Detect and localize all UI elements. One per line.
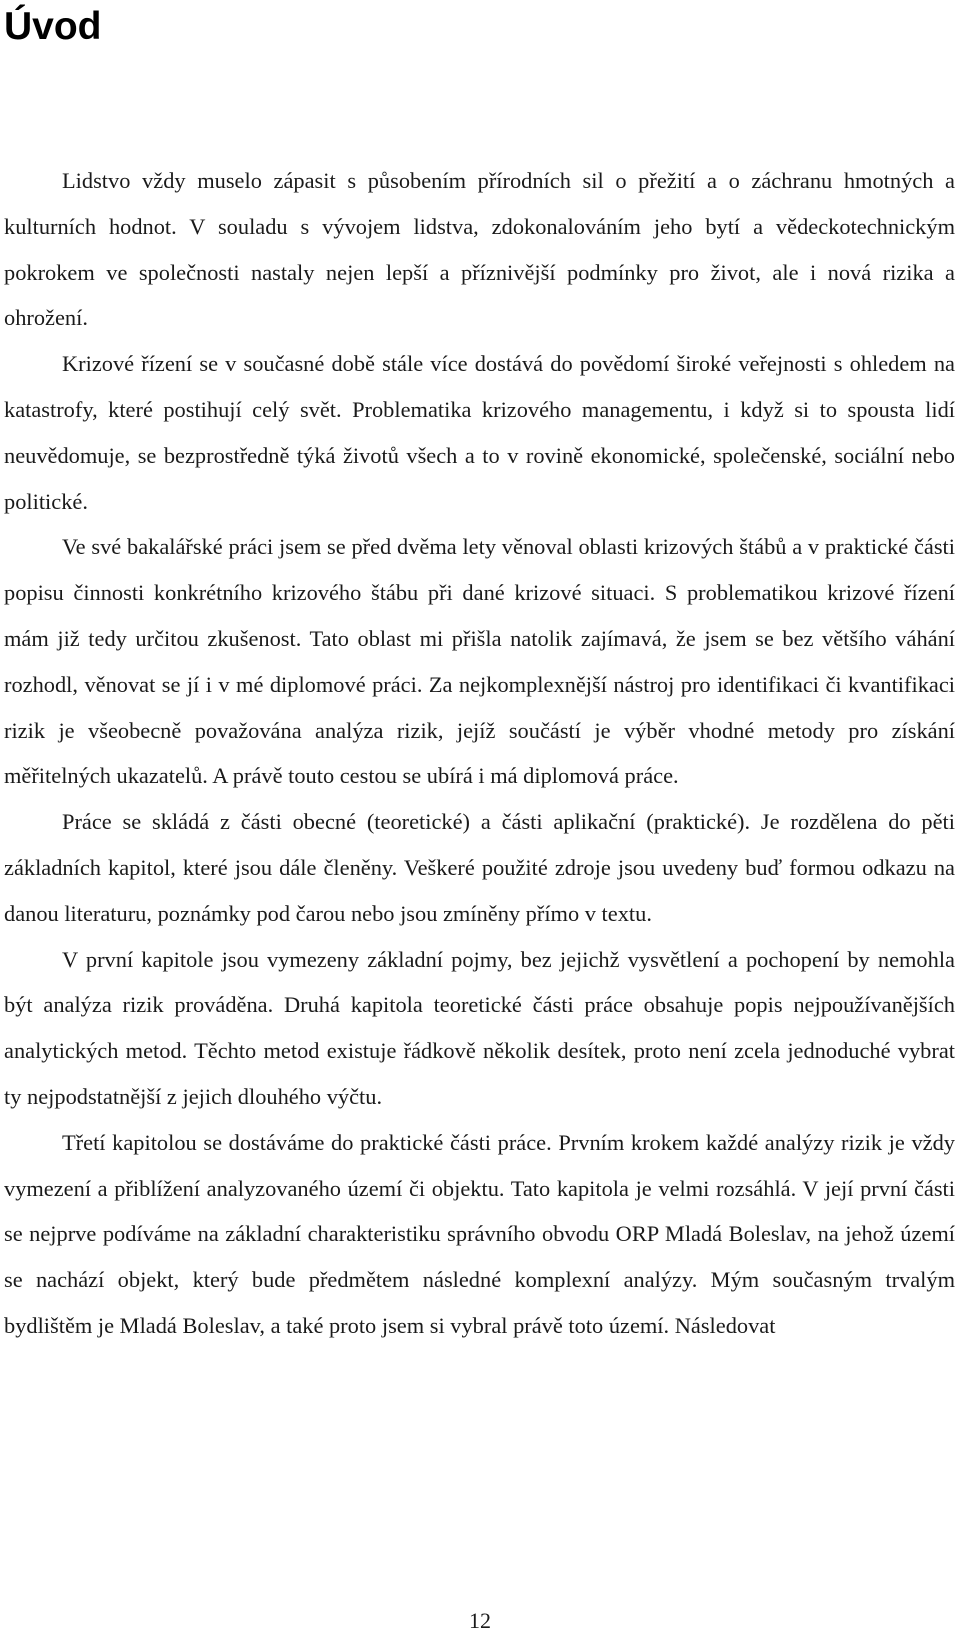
paragraph: Třetí kapitolou se dostáváme do praktické části práce. Prvním krokem každé analýzy rizik je vždy vymezení a přiblížení analyzovaného území či objektu. Tato kapitola je velmi rozsáhlá. V její první části se nejprve podíváme na základní charakteristiku správního obvodu ORP Mladá Boleslav, na jehož území se nachází objekt, který bude předmětem následné komplexní analýzy. Mým současným trvalým bydlištěm je Mladá Boleslav, a také proto jsem si vybral právě toto území. Následovat <box>4 1129 955 1338</box>
paragraph: Krizové řízení se v současné době stále více dostává do povědomí široké veřejnosti s ohledem na katastrofy, které postihují celý svět. Problematika krizového managementu, i když si to spousta lidí neuvědomuje, se bezprostředně týká životů všech a to v rovině ekonomické, společenské, sociální nebo politické. <box>4 351 955 514</box>
paragraph: Práce se skládá z části obecné (teoretické) a části aplikační (praktické). Je rozdělena do pěti základních kapitol, které jsou dále členěny. Veškeré použité zdroje jsou uvedeny buď formou odkazu na danou literaturu, poznámky pod čarou nebo jsou zmíněny přímo v textu. <box>4 809 955 926</box>
body-text <box>4 158 955 1349</box>
paragraph: V první kapitole jsou vymezeny základní pojmy, bez jejichž vysvětlení a pochopení by nemohla být analýza rizik prováděna. Druhá kapitola teoretické části práce obsahuje popis nejpoužívanějších analytických metod. Těchto metod existuje řádkově několik desítek, proto není zcela jednoduché vybrat ty nejpodstatnější z jejich dlouhého výčtu. <box>4 946 955 1109</box>
page-title: Úvod <box>4 5 102 48</box>
page-number: 12 <box>469 1608 491 1633</box>
paragraph: Lidstvo vždy muselo zápasit s působením přírodních sil o přežití a o záchranu hmotných a kulturních hodnot. V souladu s vývojem lidstva, zdokonalováním jeho bytí a vědeckotechnickým pokrokem ve společnosti nastaly nejen lepší a příznivější podmínky pro život, ale i nová rizika a ohrožení. <box>4 168 955 331</box>
paragraph: Ve své bakalářské práci jsem se před dvěma lety věnoval oblasti krizových štábů a v praktické části popisu činnosti konkrétního krizového štábu při dané krizové situaci. S problematikou krizové řízení mám již tedy určitou zkušenost. Tato oblast mi přišla natolik zajímavá, že jsem se bez většího váhání rozhodl, věnovat se jí i v mé diplomové práci. Za nejkomplexnější nástroj pro identifikaci či kvantifikaci rizik je všeobecně považována analýza rizik, jejíž součástí je výběr vhodné metody pro získání měřitelných ukazatelů. A právě touto cestou se ubírá i má diplomová práce. <box>4 534 955 789</box>
